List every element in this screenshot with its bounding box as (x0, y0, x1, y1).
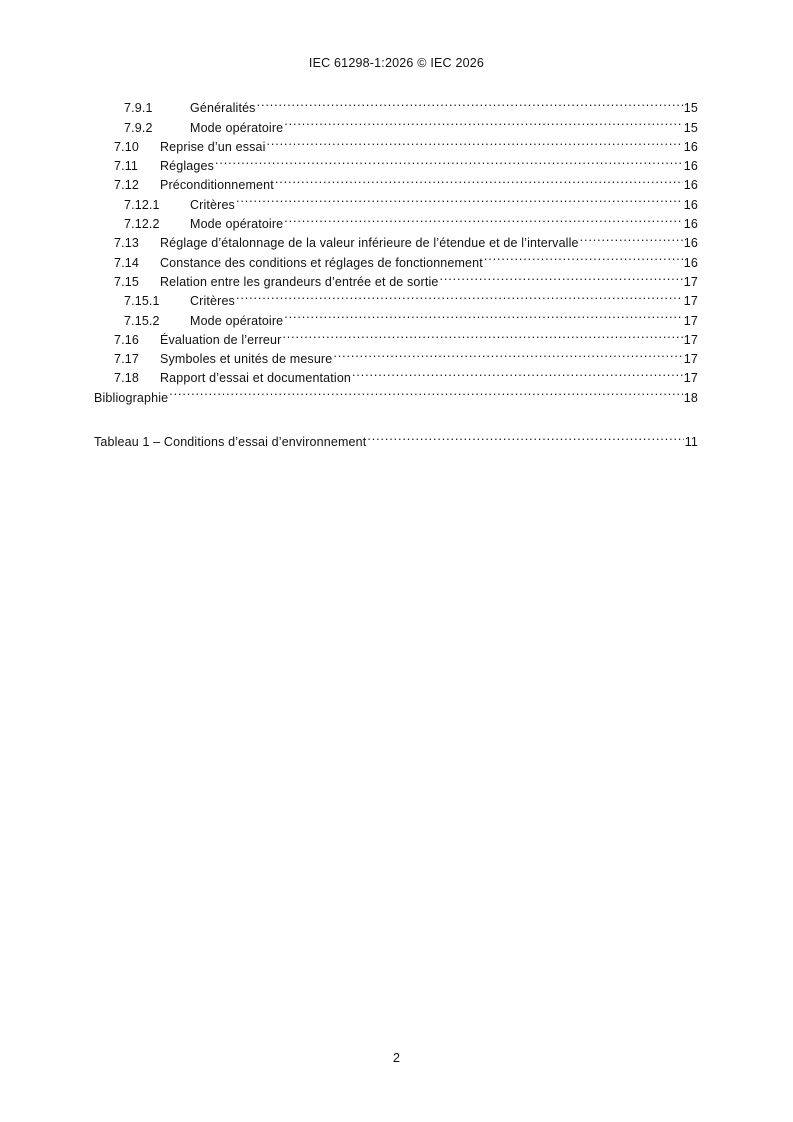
dot-leader (267, 132, 683, 151)
toc-entry-page: 16 (683, 178, 698, 193)
toc-entry-page: 18 (683, 390, 698, 405)
toc-entry-title: Critères (190, 197, 235, 212)
toc-entry-title: Tableau 1 – Conditions d’essai d’environnement (94, 435, 367, 450)
toc-entry-title: Généralités (190, 101, 256, 116)
toc-entry-page: 16 (683, 236, 698, 251)
dot-leader (484, 247, 683, 266)
toc-entry-bibliographie[interactable] (94, 382, 698, 405)
toc-entry-page: 17 (683, 352, 698, 367)
toc-entry-title: Symboles et unités de mesure (160, 352, 333, 367)
dot-leader (215, 151, 683, 170)
dot-leader (333, 344, 682, 363)
toc-entry-title: Constance des conditions et réglages de fonctionnement (160, 255, 483, 270)
dot-leader (284, 209, 683, 228)
toc-entry-number: 7.12.2 (124, 217, 160, 232)
toc-entry-tableau-1[interactable] (94, 427, 698, 450)
toc-entry-number: 7.11 (114, 159, 139, 174)
toc-entry-number: 7.9.2 (124, 120, 153, 135)
dot-leader (236, 189, 683, 208)
dot-leader (440, 267, 683, 286)
toc-entry-number: 7.9.1 (124, 101, 153, 116)
toc-entry-title: Bibliographie (94, 390, 169, 405)
toc-entry-title: Mode opératoire (190, 217, 284, 232)
toc-entry-page: 17 (683, 294, 698, 309)
dot-leader (275, 170, 683, 189)
toc-entry-title: Relation entre les grandeurs d’entrée et de sortie (160, 274, 439, 289)
toc-entry-number: 7.15 (114, 274, 139, 289)
toc-entry-number: 7.17 (114, 352, 139, 367)
dot-leader (284, 112, 683, 131)
toc-entry-title: Critères (190, 294, 235, 309)
toc-entry-page: 17 (683, 313, 698, 328)
toc-entry-title: Réglage d’étalonnage de la valeur inférieure de l’étendue et de l’intervalle (160, 236, 579, 251)
dot-leader (282, 325, 682, 344)
toc-entry-page: 15 (683, 120, 698, 135)
page-header: IEC 61298-1:2026 © IEC 2026 (308, 56, 485, 70)
page-number: 2 (393, 1051, 400, 1065)
toc-entry-title: Réglages (160, 159, 215, 174)
toc-entry-title: Évaluation de l’erreur (160, 332, 282, 347)
toc-entry-title: Reprise d’un essai (160, 139, 266, 154)
table-of-contents (94, 93, 698, 405)
toc-entry-number: 7.15.2 (124, 313, 160, 328)
toc-entry-title: Mode opératoire (190, 313, 284, 328)
toc-entry-page: 17 (683, 274, 698, 289)
toc-entry-number: 7.12.1 (124, 197, 160, 212)
dot-leader (352, 363, 683, 382)
toc-entry-page: 16 (683, 159, 698, 174)
toc-entry-number: 7.13 (114, 236, 139, 251)
toc-entry-title: Préconditionnement (160, 178, 274, 193)
dot-leader (367, 427, 683, 446)
dot-leader (580, 228, 683, 247)
toc-entry-number: 7.12 (114, 178, 139, 193)
dot-leader (236, 286, 683, 305)
toc-entry-page: 17 (683, 371, 698, 386)
dot-leader (284, 305, 683, 324)
toc-entry-page: 15 (683, 101, 698, 116)
toc-entry-number: 7.18 (114, 371, 139, 386)
toc-entry-number: 7.15.1 (124, 294, 160, 309)
toc-entry-title: Mode opératoire (190, 120, 284, 135)
toc-entry-page: 16 (683, 139, 698, 154)
toc-entry-page: 16 (683, 217, 698, 232)
toc-entry-number: 7.14 (114, 255, 139, 270)
toc-entry-page: 16 (683, 255, 698, 270)
toc-entry-number: 7.16 (114, 332, 139, 347)
toc-entry-page: 16 (683, 197, 698, 212)
toc-entry-number: 7.10 (114, 139, 139, 154)
dot-leader (257, 93, 683, 112)
toc-entry-page: 17 (683, 332, 698, 347)
list-of-tables (94, 427, 698, 450)
toc-entry-7-9-1[interactable] (94, 93, 698, 116)
dot-leader (169, 382, 683, 401)
toc-entry-title: Rapport d’essai et documentation (160, 371, 352, 386)
toc-entry-page: 11 (684, 435, 698, 450)
